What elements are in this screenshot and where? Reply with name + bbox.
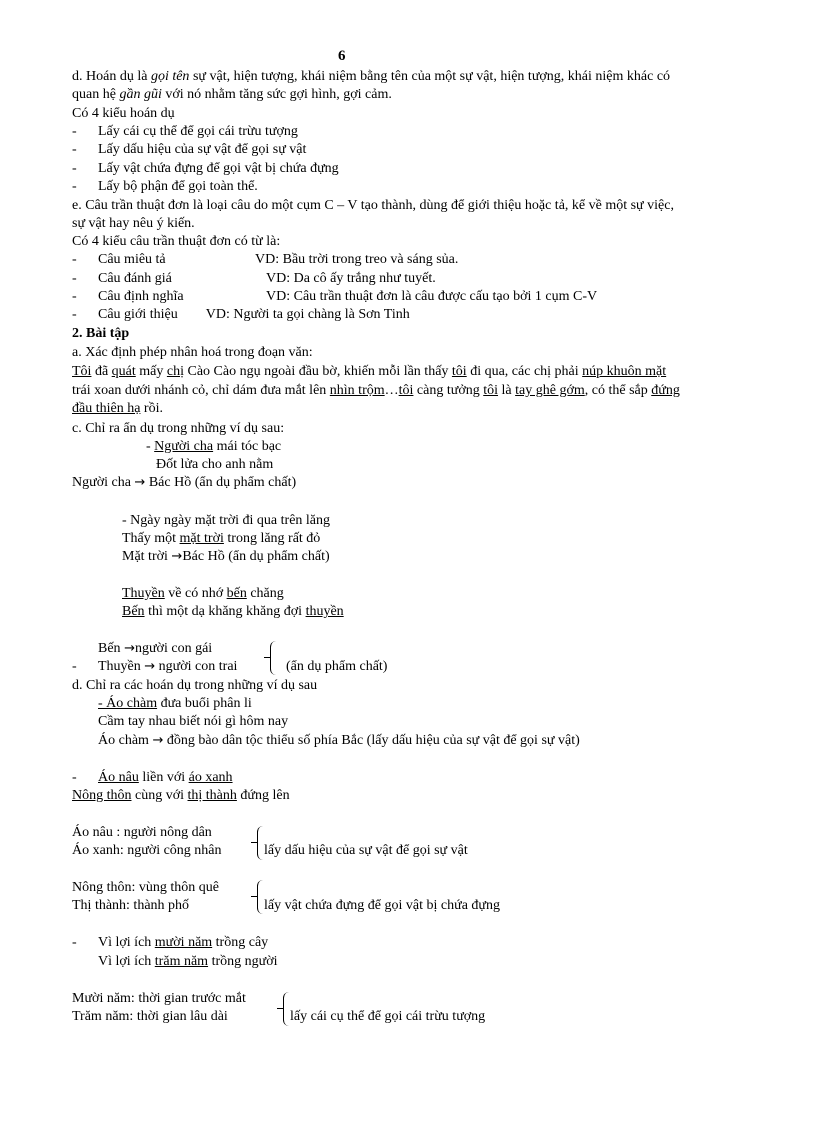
example-text: VD: Da cô ấy trắng như tuyết. (266, 271, 436, 286)
poem-line (122, 585, 284, 603)
brace-label (264, 897, 500, 915)
text-line (122, 548, 330, 566)
underlined-text: chị (166, 364, 184, 379)
underlined-text: tôi (483, 383, 499, 398)
poem-line (122, 530, 320, 548)
underlined-text: tôi (451, 364, 467, 379)
underlined-text: núp khuôn mặt (582, 364, 667, 379)
section-heading (72, 325, 129, 343)
text-run: d. Hoán dụ là (72, 69, 151, 84)
poem-line (98, 695, 252, 713)
text-line (72, 105, 175, 123)
underlined-text: áo xanh (188, 770, 233, 785)
text-run: lấy vật chứa đựng để gọi vật bị chứa đựng (264, 898, 501, 913)
list-item (72, 160, 339, 178)
text-run: lấy dấu hiệu của sự vật để gọi sự vật (264, 843, 468, 858)
text-run: Nông thôn: vùng thôn quê (72, 880, 219, 895)
poem-line (72, 787, 290, 805)
text-run: trái xoan dưới nhánh cỏ, chỉ dám đưa mắt lên (72, 383, 330, 398)
text-run: càng tưởng (413, 383, 484, 398)
text-run: đã (91, 364, 112, 379)
list-item (72, 123, 298, 141)
page-number: 6 (338, 48, 346, 64)
brace (257, 826, 264, 860)
list-item (72, 178, 258, 196)
text-run: sự vật hay nêu ý kiến. (72, 216, 195, 231)
text-run: Lấy cái cụ thể để gọi cái trừu tượng (98, 124, 298, 139)
text-line (72, 233, 280, 251)
underlined-text: Người cha (154, 439, 214, 454)
arrow-icon: → (124, 641, 135, 656)
underlined-text: thuyền (305, 604, 344, 619)
text-run: Vì lợi ích (98, 935, 155, 950)
text-run: Vì lợi ích (98, 954, 155, 969)
text-run: Bác Hồ (ẩn dụ phẩm chất) (182, 549, 330, 564)
text-run: về có nhớ (164, 586, 227, 601)
list-dash: - (72, 179, 77, 194)
list-dash: - (72, 659, 77, 674)
brace (283, 992, 290, 1026)
underlined-text: - Áo chàm (98, 696, 158, 711)
text-run: Đốt lửa cho anh nằm (156, 457, 274, 472)
text-run: đứng lên (236, 788, 290, 803)
text-run: d. Chỉ ra các hoán dụ trong những ví dụ sau (72, 678, 318, 693)
bold-text: 2. Bài tập (72, 326, 130, 341)
example-text: VD: Câu trần thuật đơn là câu được cấu tạo bởi 1 cụm C-V (266, 289, 598, 304)
list-item (72, 934, 268, 952)
text-run: Thị thành: thành phố (72, 898, 190, 913)
text-run: Người cha (72, 475, 135, 490)
underlined-text: Nông thôn (72, 788, 132, 803)
text-run: lấy cái cụ thể để gọi cái trừu tượng (290, 1009, 486, 1024)
poem-line (146, 438, 281, 456)
text-line (72, 86, 392, 104)
poem-line (156, 456, 273, 474)
brace (257, 880, 264, 914)
text-run: Có 4 kiểu câu trần thuật đơn có từ là: (72, 234, 281, 249)
text-line (72, 677, 317, 695)
underlined-text: Tôi (72, 364, 92, 379)
arrow-icon: → (171, 549, 183, 564)
text-run: - (146, 439, 155, 454)
text-run: mấy (135, 364, 167, 379)
text-run: , có thể sắp (584, 383, 652, 398)
poem-line (122, 512, 330, 530)
underlined-text: mười năm (154, 935, 213, 950)
text-line (72, 990, 246, 1008)
text-run: Câu đánh giá (98, 271, 172, 286)
text-run: rồi. (140, 401, 163, 416)
text-run: Câu miêu tả (98, 252, 166, 267)
text-run: đưa buổi phân li (157, 696, 252, 711)
text-run: Có 4 kiểu hoán dụ (72, 106, 175, 121)
example-text: VD: Người ta gọi chàng là Sơn Tinh (205, 307, 410, 322)
text-line (72, 879, 219, 897)
list-dash: - (72, 161, 77, 176)
text-line (98, 640, 212, 658)
text-run: mái tóc bạc (213, 439, 282, 454)
underlined-text: Áo nâu (98, 770, 139, 785)
text-run: a. Xác định phép nhân hoá trong đoạn văn: (72, 345, 313, 360)
brace-label (264, 842, 468, 860)
underlined-text: tay ghê gớm (515, 383, 585, 398)
text-run: trồng cây (212, 935, 269, 950)
list-dash: - (72, 252, 77, 267)
text-run: Thuyền (98, 659, 145, 674)
arrow-icon: → (152, 733, 164, 748)
text-run: Mặt trời (122, 549, 172, 564)
poem-line (122, 603, 344, 621)
italic-text: gọi tên (150, 69, 190, 84)
text-line (72, 474, 296, 492)
underlined-text: mặt trời (179, 531, 224, 546)
text-run: Câu định nghĩa (98, 289, 184, 304)
text-run: Áo nâu : người nông dân (72, 825, 212, 840)
list-item (72, 270, 436, 288)
list-dash: - (72, 271, 77, 286)
list-dash: - (72, 770, 77, 785)
underlined-text: quát (111, 364, 136, 379)
text-run: … (384, 383, 399, 398)
text-line (72, 842, 222, 860)
text-line (72, 68, 670, 86)
arrow-icon: → (144, 659, 156, 674)
text-run: người con gái (134, 641, 213, 656)
text-run: (ẩn dụ phẩm chất) (286, 659, 388, 674)
text-line (72, 400, 163, 418)
text-run: Lấy bộ phận để gọi toàn thể. (98, 179, 258, 194)
list-item (72, 306, 410, 324)
text-run: Mười năm: thời gian trước mắt (72, 991, 246, 1006)
text-run: Lấy dấu hiệu của sự vật để gọi sự vật (98, 142, 307, 157)
text-line (72, 382, 680, 400)
list-dash: - (72, 289, 77, 304)
text-line (98, 732, 580, 750)
italic-text: gần gũi (119, 87, 162, 102)
text-run: quan hệ (72, 87, 120, 102)
text-run: Bác Hồ (ẩn dụ phẩm chất) (145, 475, 297, 490)
text-line (72, 420, 284, 438)
underlined-text: Bến (122, 604, 145, 619)
list-dash: - (72, 124, 77, 139)
poem-line (98, 953, 278, 971)
text-run: Lấy vật chứa đựng để gọi vật bị chứa đựng (98, 161, 339, 176)
text-run: với nó nhằm tăng sức gợi hình, gợi cảm. (161, 87, 392, 102)
text-run: trồng người (208, 954, 278, 969)
underlined-text: thị thành (187, 788, 237, 803)
text-run: Áo xanh: người công nhân (72, 843, 222, 858)
text-run: người con trai (155, 659, 238, 674)
text-run: Trăm năm: thời gian lâu dài (72, 1009, 228, 1024)
text-run: thì một dạ khăng khăng đợi (144, 604, 306, 619)
text-line (72, 1008, 228, 1026)
text-run: e. Câu trần thuật đơn là loại câu do một cụm C – V tạo thành, dùng để giới thiệu hoặc tả, kể về một sự việc, (72, 198, 674, 213)
underlined-text: tôi (398, 383, 414, 398)
text-line (72, 344, 313, 362)
list-dash: - (72, 935, 77, 950)
text-run: liền với (138, 770, 189, 785)
text-run: là (498, 383, 516, 398)
list-dash: - (72, 142, 77, 157)
text-run: Thấy một (122, 531, 180, 546)
arrow-icon: → (134, 475, 146, 490)
text-run: Cào Cào ngụ ngoài đầu bờ, khiến mỗi lần thấy (184, 364, 452, 379)
text-line (72, 197, 674, 215)
brace (270, 641, 277, 675)
text-line (72, 363, 666, 381)
text-run: đi qua, các chị phải (466, 364, 583, 379)
text-run: - Ngày ngày mặt trời đi qua trên lăng (122, 513, 331, 528)
underlined-text: đứng (651, 383, 680, 398)
list-item (72, 769, 233, 787)
text-run: c. Chỉ ra ẩn dụ trong những ví dụ sau: (72, 421, 285, 436)
list-item (72, 288, 598, 306)
text-line (72, 824, 212, 842)
underlined-text: Thuyền (122, 586, 165, 601)
text-run: Bến (98, 641, 125, 656)
underlined-text: trăm năm (154, 954, 209, 969)
text-run: trong lăng rất đỏ (223, 531, 321, 546)
text-run: Câu giới thiệu (98, 307, 178, 322)
list-item (72, 251, 459, 269)
underlined-text: bến (226, 586, 247, 601)
underlined-text: nhìn trộm (329, 383, 385, 398)
text-run: Cầm tay nhau biết nói gì hôm nay (98, 714, 289, 729)
text-run: chăng (246, 586, 284, 601)
underlined-text: đầu thiên hạ (72, 401, 141, 416)
text-line (72, 215, 195, 233)
brace-label (290, 1008, 485, 1026)
list-dash: - (72, 307, 77, 322)
text-line (72, 897, 189, 915)
example-text: VD: Bầu trời trong treo và sáng sủa. (255, 252, 459, 267)
text-run: đồng bào dân tộc thiểu số phía Bắc (lấy dấu hiệu của sự vật để gọi sự vật) (163, 733, 580, 748)
brace-label (286, 658, 387, 676)
text-run: sự vật, hiện tượng, khái niệm bằng tên của một sự vật, hiện tượng, khái niệm khác có (189, 69, 671, 84)
list-item (72, 658, 237, 676)
text-run: Áo chàm (98, 733, 153, 748)
text-run: cùng với (131, 788, 188, 803)
poem-line (98, 713, 288, 731)
list-item (72, 141, 306, 159)
